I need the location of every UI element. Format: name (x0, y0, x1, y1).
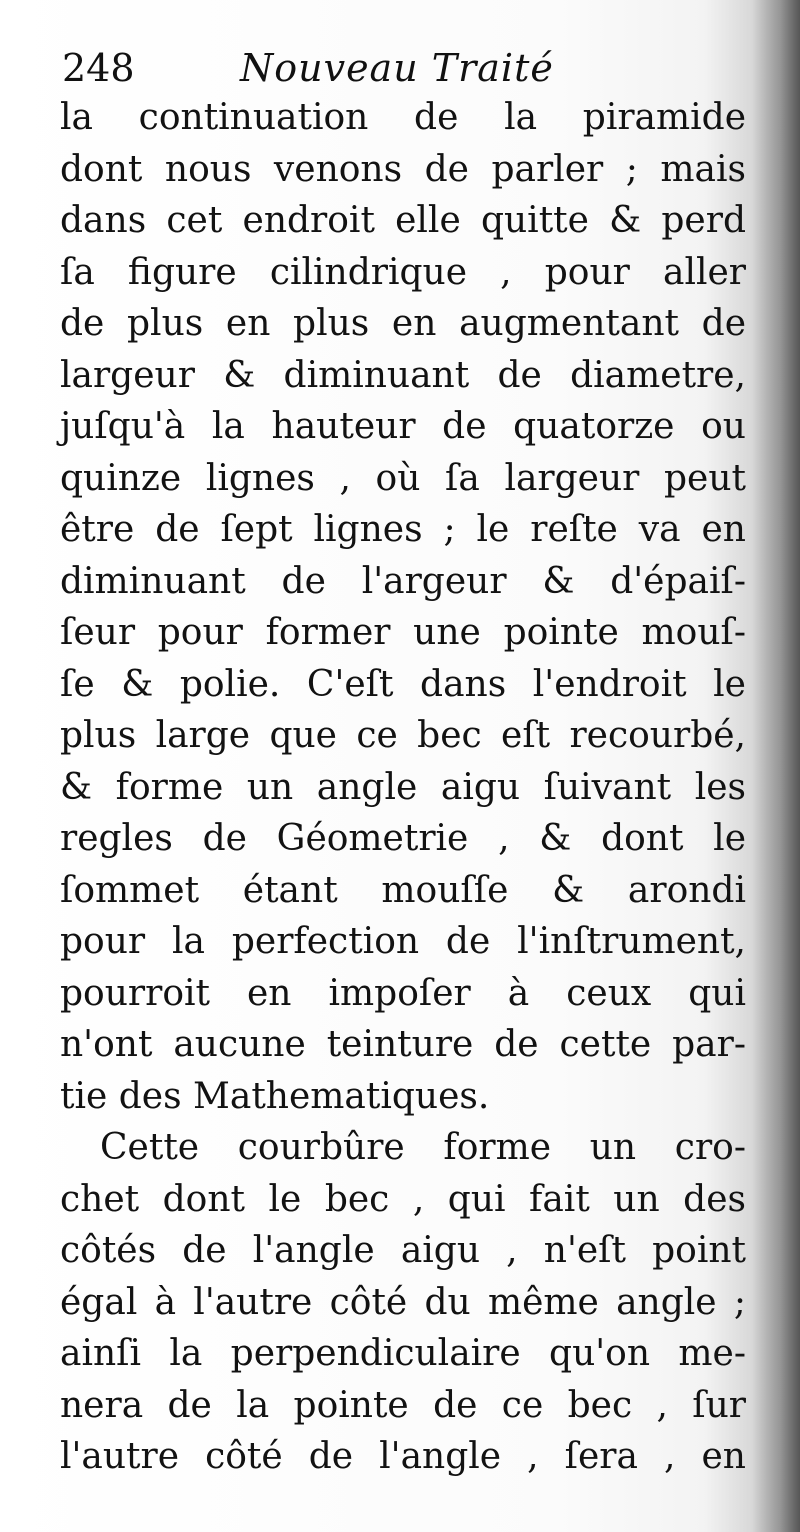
text-line: l'autre côté de l'angle , ſera , en (60, 1436, 746, 1477)
paragraph-end-line: tie des Mathematiques. (60, 1075, 490, 1117)
text-line: ſa figure cilindrique , pour aller (60, 251, 746, 293)
text-line: nera de la pointe de ce bec , ſur (60, 1384, 746, 1426)
page-edge-shadow (752, 0, 800, 1532)
running-head (62, 42, 742, 94)
text-line: pourroit en impoſer à ceux qui (60, 972, 746, 1014)
text-line: diminuant de l'argeur & d'épaiſ- (60, 560, 746, 602)
text-line: égal à l'autre côté du même angle ; (60, 1281, 746, 1323)
text-line: pour la perfection de l'inſtrument, (60, 921, 746, 962)
text-line: ſe & polie. C'eſt dans l'endroit le (60, 663, 746, 705)
page-number: 248 (62, 46, 135, 90)
text-line: n'ont aucune teinture de cette par- (60, 1024, 746, 1065)
paragraph-start-line: Cette courbûre forme un cro- (100, 1127, 746, 1168)
text-line: & forme un angle aigu ſuivant les (60, 766, 746, 808)
text-line: quinze lignes , où ſa largeur peut (60, 457, 746, 499)
running-title: Nouveau Traité (240, 46, 554, 90)
body-text (60, 92, 746, 1483)
text-line: largeur & diminuant de diametre, (60, 354, 746, 396)
text-line: côtés de l'angle aigu , n'eſt point (60, 1230, 746, 1271)
text-line: ainſi la perpendiculaire qu'on me- (60, 1333, 746, 1374)
text-line: dont nous venons de parler ; mais (60, 148, 746, 190)
text-line: la continuation de la piramide (60, 97, 746, 138)
text-line: chet dont le bec , qui fait un des (60, 1178, 746, 1220)
text-line: être de ſept lignes ; le reſte va en (60, 509, 746, 550)
text-line: de plus en plus en augmentant de (60, 303, 746, 344)
text-line: ſommet étant mouſſe & arondi (60, 869, 746, 911)
text-line: dans cet endroit elle quitte & perd (60, 200, 746, 241)
text-line: juſqu'à la hauteur de quatorze ou (60, 406, 746, 447)
text-line: regles de Géometrie , & dont le (60, 818, 746, 859)
text-line: plus large que ce bec eſt recourbé, (60, 715, 746, 756)
text-line: ſeur pour former une pointe mouſ- (60, 612, 746, 653)
